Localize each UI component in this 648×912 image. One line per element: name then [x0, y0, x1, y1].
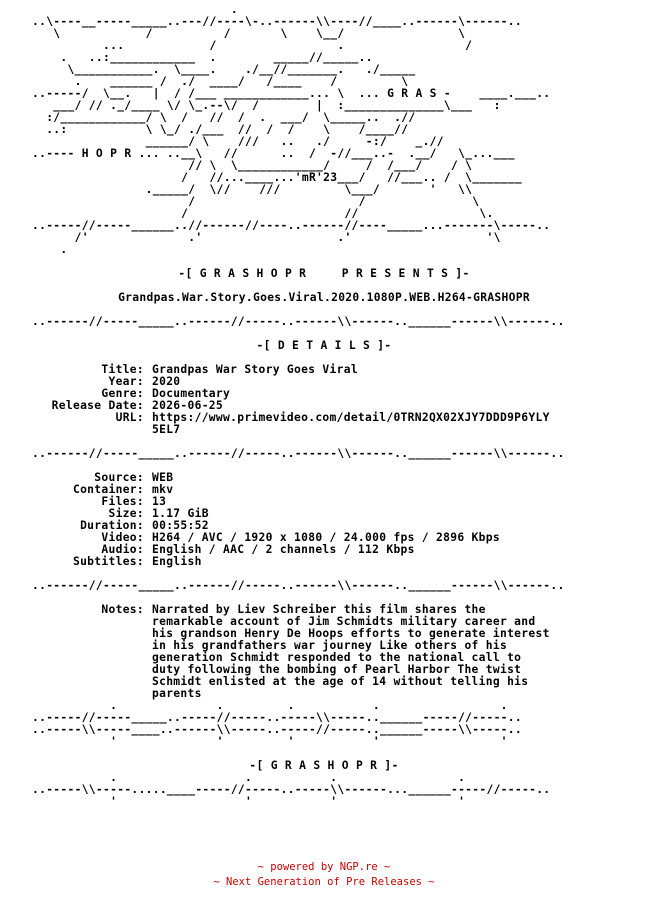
bottom-art-line: ..-----\\-----.....____-----//-----..-----\\------...______-----//-----..: [32, 783, 551, 796]
logo-art-line: ... / . /: [32, 39, 473, 52]
logo-art-line: ..\----__-----_____..---//----\-..------\\----//____..------\------..: [32, 15, 522, 28]
info-label: Files:: [101, 495, 144, 508]
info-value: 13: [152, 495, 167, 508]
divider-1: ..------//-----_____..------//-----..------\\------..______------\\------..: [32, 315, 565, 328]
info-label: Subtitles:: [72, 555, 144, 568]
logo-art-line: / / \: [32, 195, 480, 208]
end-art-line: . . . . .: [32, 699, 508, 712]
notes-section: [32, 604, 616, 700]
logo-art-line: . ______ / ./ ____/ /____ / \: [32, 75, 409, 88]
info-value: 00:55:52: [152, 519, 209, 532]
info-row: [32, 556, 616, 568]
grashopr-line: -[ G R A S H O P R ]-: [249, 759, 399, 772]
notes-label: Notes:: [101, 603, 144, 616]
info-label: URL:: [115, 411, 144, 424]
info-value: 2026-06-25: [152, 399, 224, 412]
end-art-line: ..-----\\-----____..------\\-----..-----//-----..______-----\\-----..: [32, 723, 522, 736]
logo-art-line: / //...____...'mR'23___/ //___.. / \_______: [32, 171, 522, 184]
info-label: Size:: [108, 507, 144, 520]
info-value: 2020: [152, 375, 181, 388]
info-row: [32, 412, 616, 436]
details-header: -[ D E T A I L S ]-: [256, 339, 392, 352]
info-value: mkv: [152, 483, 174, 496]
bottom-art-line: ' ' ' ': [32, 795, 466, 808]
info-value: Grandpas War Story Goes Viral: [152, 363, 358, 376]
ascii-logo: [32, 4, 616, 256]
logo-art-line: :/____________/ \ / // / . ___/ \_____.. .//: [32, 111, 416, 124]
info-label: Title:: [101, 363, 144, 376]
divider-2: ..------//-----_____..------//-----..------\\------..______------\\------..: [32, 447, 565, 460]
notes-text: Narrated by Liev Schreiber this film shares the remarkable account of Jim Schmidts military career and his grandson Henry De Hoops efforts to generate interest in his grandfathers war journey Like others of his generation Schmidt responded to the national call to duty following the bombing of Pearl Harbor The twist Schmidt enlisted at the age of 14 without telling his parents: [152, 603, 550, 700]
logo-art-line: ______/ \ /// .. ./ -:/ _.//: [32, 135, 444, 148]
logo-art-line: ..: \ \_/ ./___ // / / \ /____//: [32, 123, 409, 136]
info-label: Audio:: [101, 543, 144, 556]
info-value: https://www.primevideo.com/detail/0TRN2QX02XJY7DDD9P6YLY 5EL7: [152, 411, 550, 436]
divider-3: ..------//-----_____..------//-----..------\\------..______------\\------..: [32, 579, 565, 592]
end-art: [32, 700, 616, 748]
logo-art-line: /' .' .' '\: [32, 231, 501, 244]
bottom-art: [32, 772, 616, 808]
release-name: Grandpas.War.Story.Goes.Viral.2020.1080P.WEB.H264-GRASHOPR: [118, 291, 530, 304]
logo-art-line: ..-----//-----______..//------//----..------//----_____...-------\-----..: [32, 219, 551, 232]
logo-art-line: \ / / \ \__/ \: [32, 27, 466, 40]
details-section: [32, 364, 616, 436]
logo-art-line: ._____/ \// /// \___/ ' \\: [32, 183, 473, 196]
logo-art-line: .: [32, 3, 238, 16]
footer-powered-by: ~ powered by NGP.re ~: [257, 861, 391, 873]
logo-art-line: // \ \____________/ / /___/ / \: [32, 159, 473, 172]
info-value: Documentary: [152, 387, 231, 400]
logo-art-line: ___/ // ._/____ \/ \_.--\/ / | :______________\___ :: [32, 99, 501, 112]
info-value: 1.17 GiB: [152, 507, 209, 520]
info-label: Container:: [72, 483, 144, 496]
logo-art-line: ..-----/ \__. | / /___ ____________... \ ... G R A S - ____.___..: [32, 87, 551, 100]
media-section: [32, 472, 616, 568]
notes-row: [32, 604, 616, 700]
info-label: Video:: [101, 531, 144, 544]
logo-art-line: . ..:____________ . _____//_____..: [32, 51, 373, 64]
nfo-document: [32, 4, 616, 808]
info-label: Genre:: [101, 387, 144, 400]
end-art-line: ..-----//-----_____..-----//-----..-----\\-----..______-----//-----..: [32, 711, 522, 724]
info-label: Release Date:: [51, 399, 144, 412]
bottom-art-line: . . . .: [32, 771, 466, 784]
footer: [0, 860, 648, 890]
logo-art-line: \___________. \____. ./__//_______. ./_____: [32, 63, 416, 76]
footer-tagline: ~ Next Generation of Pre Releases ~: [213, 876, 435, 888]
info-value: English: [152, 555, 202, 568]
info-value: H264 / AVC / 1920 x 1080 / 24.000 fps / 2896 Kbps: [152, 531, 500, 544]
info-label: Duration:: [80, 519, 144, 532]
info-value: English / AAC / 2 channels / 112 Kbps: [152, 543, 415, 556]
end-art-line: ' ' ' ' ': [32, 735, 508, 748]
logo-art-line: / // \.: [32, 207, 494, 220]
logo-art-line: ..---- H O P R ... ..__\ // .. / -//___..- .__/ \_...___: [32, 147, 515, 160]
info-value: WEB: [152, 471, 174, 484]
info-label: Source:: [94, 471, 144, 484]
presents-line: -[ G R A S H O P R P R E S E N T S ]-: [178, 267, 470, 280]
info-label: Year:: [108, 375, 144, 388]
logo-art-line: .: [32, 243, 68, 256]
